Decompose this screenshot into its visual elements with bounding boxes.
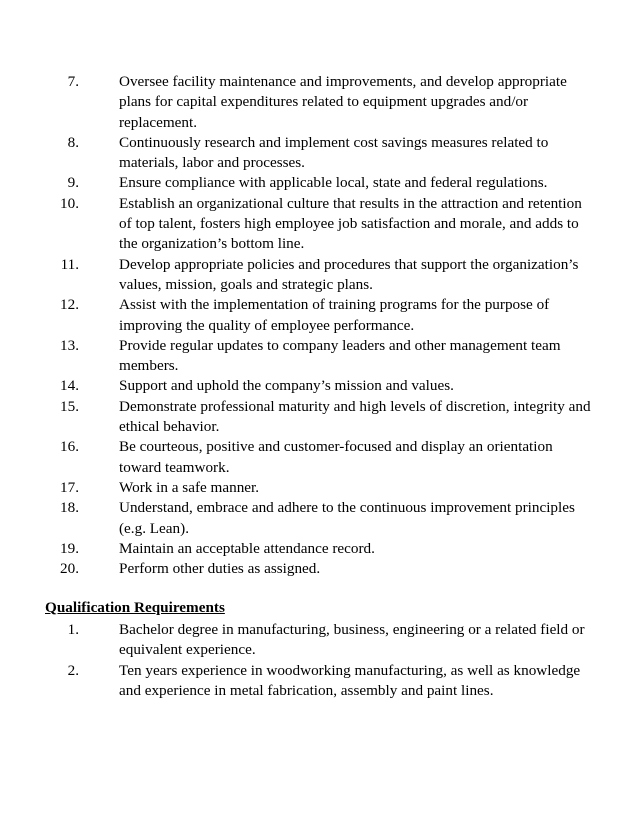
- item-number: 20.: [60, 560, 79, 578]
- list-item: [0, 397, 638, 438]
- item-number: 12.: [60, 296, 79, 314]
- item-number: 18.: [60, 499, 79, 517]
- item-text: Understand, embrace and adhere to the continuous improvement principles (e.g. Lean).: [119, 499, 575, 537]
- item-text: Bachelor degree in manufacturing, business, engineering or a related field or equivalent experience.: [119, 621, 585, 659]
- item-number: 11.: [60, 255, 79, 273]
- item-number: 2.: [67, 661, 79, 679]
- item-text: Perform other duties as assigned.: [119, 560, 321, 578]
- item-text: Ten years experience in woodworking manufacturing, as well as knowledge and experience in metal fabrication, assembly and paint lines.: [119, 661, 581, 699]
- list-item: [0, 72, 638, 133]
- item-text: Continuously research and implement cost savings measures related to materials, labor and processes.: [119, 133, 549, 172]
- list-item: [0, 661, 638, 702]
- list-item: [0, 539, 638, 559]
- item-number: 13.: [60, 336, 79, 354]
- duties-list: [0, 72, 638, 579]
- item-text: Demonstrate professional maturity and high levels of discretion, integrity and ethical behavior.: [119, 397, 591, 436]
- item-number: 1.: [67, 621, 79, 638]
- list-item: [0, 194, 638, 255]
- list-item: [0, 376, 638, 396]
- item-number: 16.: [60, 438, 79, 456]
- list-item: [0, 336, 638, 377]
- item-number: 19.: [60, 539, 79, 557]
- item-number: 8.: [67, 133, 79, 151]
- list-item: [0, 133, 638, 174]
- list-item: [0, 620, 638, 661]
- item-number: 7.: [67, 73, 79, 90]
- item-text: Oversee facility maintenance and improvements, and develop appropriate plans for capital expenditures related to equipment upgrades and/or replacement.: [119, 73, 567, 131]
- item-text: Establish an organizational culture that results in the attraction and retention of top talent, fosters high employee job satisfaction and morale, and adds to the organization’s bottom line.: [119, 194, 582, 253]
- item-text: Ensure compliance with applicable local, state and federal regulations.: [119, 174, 548, 192]
- item-text: Develop appropriate policies and procedures that support the organization’s values, mission, goals and strategic plans.: [119, 255, 579, 293]
- item-number: 9.: [67, 174, 79, 192]
- item-text: Provide regular updates to company leaders and other management team members.: [119, 336, 561, 375]
- item-number: 10.: [60, 194, 79, 212]
- list-item: [0, 173, 638, 193]
- qualifications-list: [0, 620, 638, 701]
- list-item: [0, 255, 638, 296]
- item-text: Support and uphold the company’s mission and values.: [119, 377, 454, 395]
- item-text: Work in a safe manner.: [119, 478, 260, 496]
- item-text: Maintain an acceptable attendance record.: [119, 539, 375, 557]
- item-text: Assist with the implementation of training programs for the purpose of improving the quality of employee performance.: [119, 296, 550, 334]
- list-item: [0, 498, 638, 539]
- item-number: 15.: [60, 397, 79, 415]
- item-number: 17.: [60, 478, 79, 496]
- item-text: Be courteous, positive and customer-focused and display an orientation toward teamwork.: [119, 438, 553, 476]
- list-item: [0, 478, 638, 498]
- list-item: [0, 559, 638, 579]
- item-number: 14.: [60, 377, 79, 395]
- list-item: [0, 437, 638, 478]
- list-item: [0, 295, 638, 336]
- section-heading-qualifications: Qualification Requirements: [45, 599, 225, 616]
